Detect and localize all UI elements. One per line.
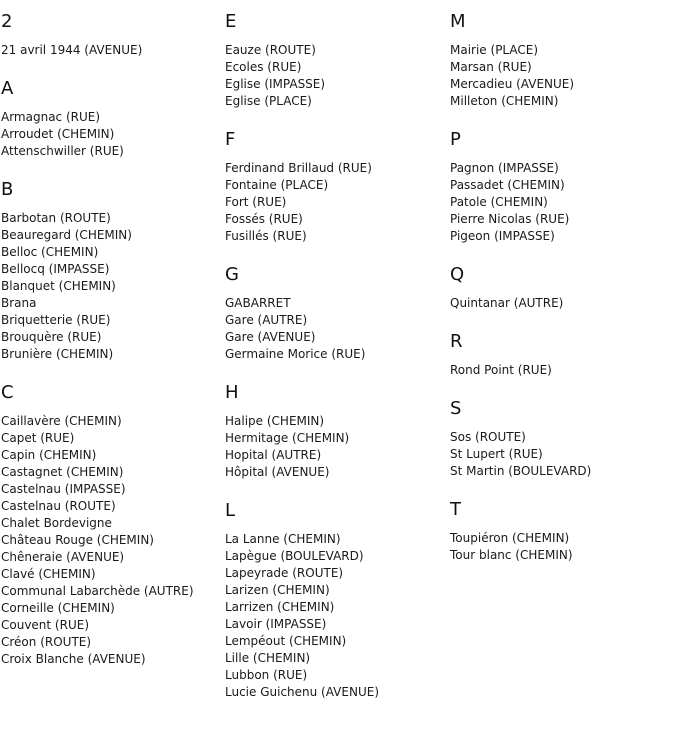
street-link[interactable]: Fontaine (PLACE) — [225, 178, 329, 192]
letter-heading: T — [450, 499, 461, 520]
street-link[interactable]: Ferdinand Brillaud (RUE) — [225, 161, 372, 175]
street-list — [450, 429, 591, 480]
street-link[interactable]: Lapeyrade (ROUTE) — [225, 566, 344, 580]
letter-heading: H — [225, 382, 239, 403]
street-link[interactable]: Castelnau (ROUTE) — [1, 499, 116, 513]
street-link[interactable]: Créon (ROUTE) — [1, 635, 92, 649]
street-link[interactable]: Brana — [1, 296, 37, 310]
street-list — [450, 362, 591, 379]
street-list — [1, 109, 194, 160]
letter-heading: L — [225, 500, 236, 521]
street-link[interactable]: Lavoir (IMPASSE) — [225, 617, 327, 631]
street-link[interactable]: 21 avril 1944 (AVENUE) — [1, 43, 143, 57]
letter-group — [225, 130, 379, 245]
street-link[interactable]: Capet (RUE) — [1, 431, 75, 445]
letter-heading: S — [450, 398, 462, 419]
letter-group — [225, 12, 379, 110]
letter-heading: M — [450, 11, 466, 32]
letter-group — [225, 265, 379, 363]
street-link[interactable]: Eauze (ROUTE) — [225, 43, 316, 57]
street-link[interactable]: Communal Labarchède (AUTRE) — [1, 584, 194, 598]
street-link[interactable]: Passadet (CHEMIN) — [450, 178, 565, 192]
letter-group — [1, 12, 194, 59]
street-list — [1, 413, 194, 668]
street-link[interactable]: Germaine Morice (RUE) — [225, 347, 366, 361]
street-link[interactable]: Corneille (CHEMIN) — [1, 601, 115, 615]
street-link[interactable]: Sos (ROUTE) — [450, 430, 526, 444]
letter-heading: G — [225, 264, 239, 285]
street-link[interactable]: Marsan (RUE) — [450, 60, 532, 74]
street-link[interactable]: Patole (CHEMIN) — [450, 195, 548, 209]
street-link[interactable]: Hôpital (AVENUE) — [225, 465, 330, 479]
street-link[interactable]: Mercadieu (AVENUE) — [450, 77, 575, 91]
street-link[interactable]: Ecoles (RUE) — [225, 60, 302, 74]
street-link[interactable]: Hopital (AUTRE) — [225, 448, 322, 462]
street-link[interactable]: Hermitage (CHEMIN) — [225, 431, 350, 445]
street-link[interactable]: Halipe (CHEMIN) — [225, 414, 325, 428]
street-link[interactable]: Briquetterie (RUE) — [1, 313, 111, 327]
street-link[interactable]: Arroudet (CHEMIN) — [1, 127, 115, 141]
letter-heading: Q — [450, 264, 465, 285]
letter-group — [225, 501, 379, 701]
letter-heading: A — [1, 78, 14, 99]
street-link[interactable]: Brouquère (RUE) — [1, 330, 102, 344]
street-link[interactable]: Toupiéron (CHEMIN) — [450, 531, 570, 545]
letter-heading: P — [450, 129, 461, 150]
street-link[interactable]: Capin (CHEMIN) — [1, 448, 97, 462]
street-list — [450, 295, 591, 312]
letter-heading: E — [225, 11, 237, 32]
letter-group — [1, 383, 194, 668]
letter-heading: F — [225, 129, 236, 150]
letter-group — [225, 383, 379, 481]
street-link[interactable]: Lille (CHEMIN) — [225, 651, 311, 665]
street-link[interactable]: Fossés (RUE) — [225, 212, 303, 226]
letter-group — [450, 130, 591, 245]
letter-heading: C — [1, 382, 14, 403]
street-list — [225, 160, 379, 245]
street-link[interactable]: Pierre Nicolas (RUE) — [450, 212, 570, 226]
street-link[interactable]: St Lupert (RUE) — [450, 447, 543, 461]
street-link[interactable]: Lapègue (BOULEVARD) — [225, 549, 364, 563]
street-index-column-2 — [225, 0, 379, 701]
street-link[interactable]: Pigeon (IMPASSE) — [450, 229, 555, 243]
street-link[interactable]: Clavé (CHEMIN) — [1, 567, 96, 581]
street-list — [1, 42, 194, 59]
street-link[interactable]: Lubbon (RUE) — [225, 668, 308, 682]
letter-heading: 2 — [1, 11, 13, 32]
street-link[interactable]: Rond Point (RUE) — [450, 363, 552, 377]
letter-group — [450, 12, 591, 110]
street-link[interactable]: Bellocq (IMPASSE) — [1, 262, 110, 276]
street-link[interactable]: Eglise (PLACE) — [225, 94, 312, 108]
letter-group — [450, 500, 591, 564]
street-link[interactable]: Caillavère (CHEMIN) — [1, 414, 122, 428]
street-link[interactable]: Gare (AVENUE) — [225, 330, 316, 344]
letter-group — [450, 265, 591, 312]
street-link[interactable]: Barbotan (ROUTE) — [1, 211, 111, 225]
street-list — [225, 42, 379, 110]
street-link[interactable]: Eglise (IMPASSE) — [225, 77, 326, 91]
street-link[interactable]: Beauregard (CHEMIN) — [1, 228, 132, 242]
street-link[interactable]: Couvent (RUE) — [1, 618, 90, 632]
street-link[interactable]: GABARRET — [225, 296, 291, 310]
letter-group — [450, 399, 591, 480]
letter-heading: R — [450, 331, 463, 352]
letter-group — [1, 79, 194, 160]
street-list — [225, 531, 379, 701]
street-list — [1, 210, 194, 363]
street-link[interactable]: Croix Blanche (AVENUE) — [1, 652, 146, 666]
street-link[interactable]: Blanquet (CHEMIN) — [1, 279, 116, 293]
street-link[interactable]: Gare (AUTRE) — [225, 313, 308, 327]
street-list — [450, 160, 591, 245]
street-link[interactable]: Armagnac (RUE) — [1, 110, 101, 124]
street-link[interactable]: Chêneraie (AVENUE) — [1, 550, 125, 564]
street-link[interactable]: Fort (RUE) — [225, 195, 287, 209]
street-list — [225, 413, 379, 481]
street-link[interactable]: Quintanar (AUTRE) — [450, 296, 564, 310]
street-list — [450, 42, 591, 110]
street-link[interactable]: Tour blanc (CHEMIN) — [450, 548, 573, 562]
street-link[interactable]: St Martin (BOULEVARD) — [450, 464, 592, 478]
street-link[interactable]: Larrizen (CHEMIN) — [225, 600, 335, 614]
letter-group — [450, 332, 591, 379]
street-link[interactable]: Fusillés (RUE) — [225, 229, 307, 243]
street-link[interactable]: Château Rouge (CHEMIN) — [1, 533, 154, 547]
street-link[interactable]: Castelnau (IMPASSE) — [1, 482, 126, 496]
street-link[interactable]: Chalet Bordevigne — [1, 516, 112, 530]
street-link[interactable]: Brunière (CHEMIN) — [1, 347, 114, 361]
street-list — [450, 530, 591, 564]
street-link[interactable]: Larizen (CHEMIN) — [225, 583, 330, 597]
street-list — [225, 295, 379, 363]
street-link[interactable]: Lempéout (CHEMIN) — [225, 634, 347, 648]
street-link[interactable]: Castagnet (CHEMIN) — [1, 465, 124, 479]
street-index-column-1 — [1, 0, 194, 668]
letter-group — [1, 180, 194, 363]
street-link[interactable]: Belloc (CHEMIN) — [1, 245, 99, 259]
street-link[interactable]: Milleton (CHEMIN) — [450, 94, 559, 108]
letter-heading: B — [1, 179, 14, 200]
street-link[interactable]: Lucie Guichenu (AVENUE) — [225, 685, 379, 699]
street-link[interactable]: Pagnon (IMPASSE) — [450, 161, 559, 175]
street-link[interactable]: Mairie (PLACE) — [450, 43, 539, 57]
street-index-column-3 — [450, 0, 591, 564]
street-link[interactable]: Attenschwiller (RUE) — [1, 144, 124, 158]
street-link[interactable]: La Lanne (CHEMIN) — [225, 532, 341, 546]
